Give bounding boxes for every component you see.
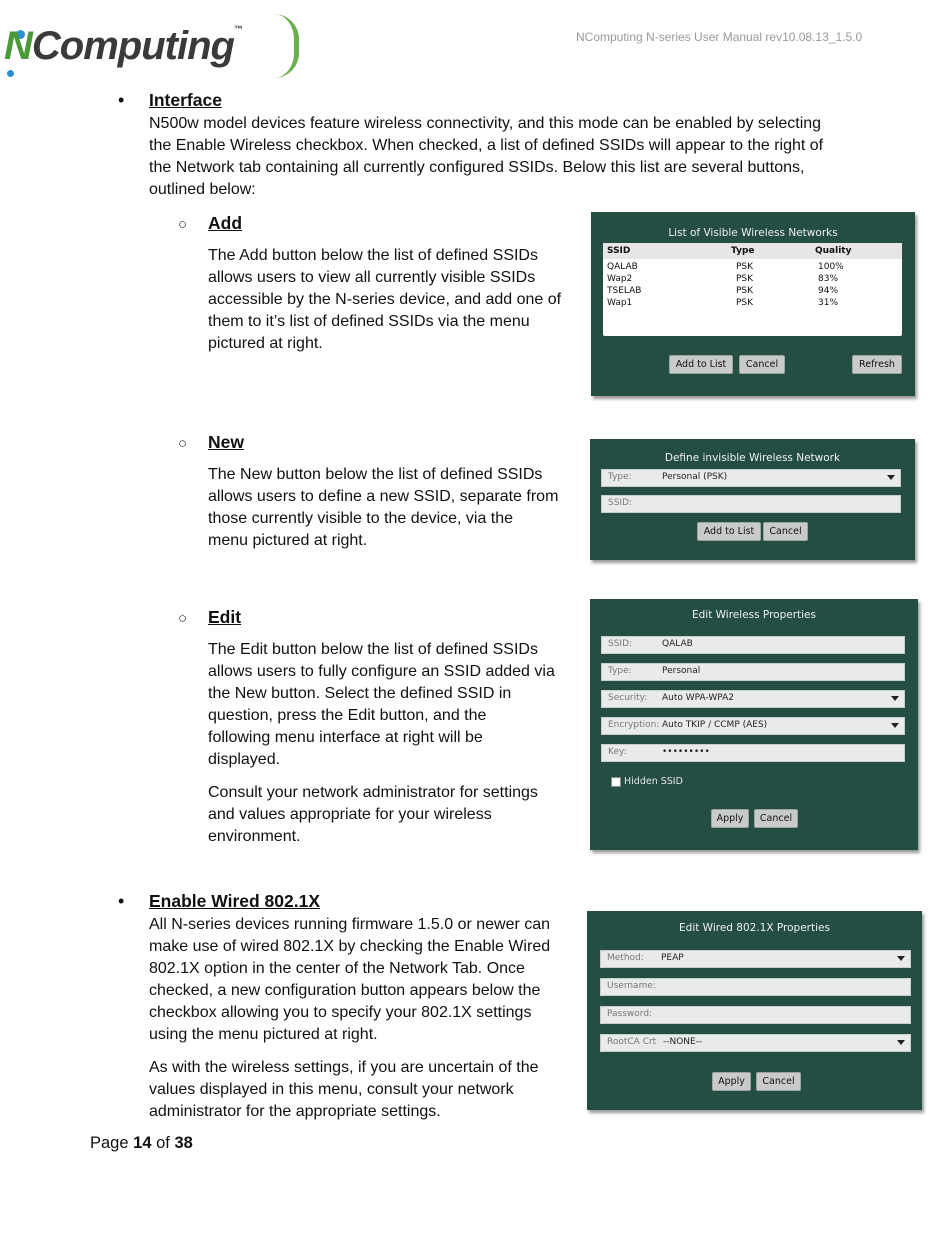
row-type: PSK <box>736 298 754 308</box>
text-line: the Enable Wireless checkbox. When checked, a list of defined SSIDs will appear to the right of <box>149 137 824 154</box>
row-quality: 94% <box>818 286 839 296</box>
page-word: Page <box>90 1134 129 1152</box>
rootca-label: RootCA Crt <box>607 1037 657 1047</box>
key-label: Key: <box>608 747 627 757</box>
ssid-label: SSID: <box>608 639 633 649</box>
ssid-list[interactable] <box>603 243 902 336</box>
method-label: Method: <box>607 953 644 963</box>
text-line: 802.1X option in the center of the Network Tab. Once <box>149 960 525 977</box>
logo-word: Computing <box>31 24 234 68</box>
text-line: allows users to define a new SSID, separate from <box>208 488 559 505</box>
text-line: question, press the Edit button, and the <box>208 707 487 724</box>
type-field <box>601 663 905 681</box>
circle-bullet-icon: ○ <box>178 610 188 627</box>
text-line: checkbox allowing you to specify your 802.1X settings <box>149 1004 532 1021</box>
hidden-ssid-label: Hidden SSID <box>624 776 683 787</box>
password-label: Password: <box>607 1009 653 1019</box>
text-line: The Add button below the list of defined SSIDs <box>208 247 538 264</box>
apply-button[interactable]: Apply <box>711 809 749 828</box>
circle-bullet-icon: ○ <box>178 435 188 452</box>
type-label: Type: <box>608 472 632 482</box>
method-select[interactable] <box>600 950 911 968</box>
type-label: Type: <box>608 666 632 676</box>
chevron-down-icon <box>891 696 899 701</box>
row-type: PSK <box>736 274 754 284</box>
text-line: accessible by the N-series device, and add one of <box>208 291 562 308</box>
text-line: checked, a new configuration button appears below the <box>149 982 541 999</box>
row-ssid: TSELAB <box>607 286 642 296</box>
new-heading: New <box>208 432 244 452</box>
type-value: Personal (PSK) <box>662 472 728 482</box>
ncomputing-logo <box>4 14 304 80</box>
add-to-list-button[interactable]: Add to List <box>669 355 733 374</box>
method-value: PEAP <box>661 953 684 963</box>
row-type: PSK <box>736 286 754 296</box>
row-quality: 83% <box>818 274 839 284</box>
security-value: Auto WPA-WPA2 <box>662 693 734 703</box>
text-line: the New button. Select the defined SSID in <box>208 685 512 702</box>
col-type: Type <box>731 246 755 256</box>
row-type: PSK <box>736 262 754 272</box>
panel-title: Define invisible Wireless Network <box>664 452 841 464</box>
page-total: 38 <box>174 1134 193 1152</box>
text-line: and values appropriate for your wireless <box>208 806 492 823</box>
interface-heading: Interface <box>149 90 222 110</box>
wired-paragraph-2 <box>149 1057 579 1123</box>
of-word: of <box>156 1134 170 1152</box>
panel-title: Edit Wired 802.1X Properties <box>679 922 830 934</box>
text-line: The Edit button below the list of defined SSIDs <box>208 641 538 658</box>
text-line: allows users to view all currently visible SSIDs <box>208 269 536 286</box>
encryption-value: Auto TKIP / CCMP (AES) <box>662 720 768 730</box>
text-line: following menu interface at right will be <box>208 729 483 746</box>
apply-button[interactable]: Apply <box>712 1072 751 1091</box>
text-line: administrator for the appropriate settings. <box>149 1103 441 1120</box>
text-line: allows users to fully configure an SSID added via <box>208 663 555 680</box>
key-input[interactable] <box>601 744 905 762</box>
text-line: values displayed in this menu, consult your network <box>149 1081 514 1098</box>
circle-bullet-icon: ○ <box>178 216 188 233</box>
text-line: The New button below the list of defined SSIDs <box>208 466 543 483</box>
bullet-icon: • <box>118 90 125 110</box>
cancel-button[interactable]: Cancel <box>763 522 808 541</box>
key-value: ••••••••• <box>662 747 710 757</box>
interface-paragraph <box>149 113 869 201</box>
col-quality: Quality <box>815 246 852 256</box>
panel-title: List of Visible Wireless Networks <box>668 227 838 239</box>
row-ssid: Wap2 <box>607 274 633 284</box>
text-line: Consult your network administrator for settings <box>208 784 538 801</box>
username-label: Username: <box>607 981 656 991</box>
username-input[interactable] <box>600 978 911 996</box>
rootca-select[interactable] <box>600 1034 911 1052</box>
add-heading: Add <box>208 213 243 233</box>
hidden-ssid-checkbox[interactable] <box>611 777 621 787</box>
page-number: 14 <box>133 1134 152 1152</box>
logo-dot-icon <box>7 70 14 77</box>
ssid-field[interactable] <box>601 636 905 654</box>
text-line: displayed. <box>208 751 281 768</box>
text-line: make use of wired 802.1X by checking the Enable Wired <box>149 938 551 955</box>
add-to-list-button[interactable]: Add to List <box>697 522 761 541</box>
rootca-value: --NONE-- <box>663 1037 703 1047</box>
text-line: outlined below: <box>149 181 256 198</box>
define-invisible-network-panel <box>590 439 915 560</box>
logo-arc-icon <box>274 14 299 78</box>
visible-networks-panel <box>591 212 915 396</box>
manual-title: NComputing N-series User Manual rev10.08.13_1.5.0 <box>576 30 863 44</box>
ssid-label: SSID: <box>608 498 633 508</box>
edit-paragraph <box>208 639 583 771</box>
security-label: Security: <box>608 693 648 703</box>
row-ssid: QALAB <box>607 262 638 272</box>
logo-tm: ™ <box>233 24 242 34</box>
ssid-value: QALAB <box>662 639 693 649</box>
ssid-input[interactable] <box>601 495 901 513</box>
row-ssid: Wap1 <box>607 298 633 308</box>
row-quality: 31% <box>818 298 839 308</box>
security-select[interactable] <box>601 690 905 708</box>
text-line: using the menu pictured at right. <box>149 1026 378 1043</box>
type-value: Personal <box>662 666 701 676</box>
edit-paragraph-2 <box>208 782 583 848</box>
bullet-icon: • <box>118 891 125 911</box>
edit-wireless-panel <box>590 599 918 850</box>
ssid-list-header <box>603 243 902 259</box>
text-line: them to it’s list of defined SSIDs via the menu <box>208 313 530 330</box>
page-footer <box>90 1134 193 1153</box>
text-line: All N-series devices running firmware 1.5.0 or newer can <box>149 916 551 933</box>
col-ssid: SSID <box>607 246 631 256</box>
add-paragraph <box>208 245 583 355</box>
logo-text: NComputing™ <box>4 24 242 68</box>
row-quality: 100% <box>818 262 844 272</box>
text-line: pictured at right. <box>208 335 323 352</box>
chevron-down-icon <box>887 475 895 480</box>
text-line: menu pictured at right. <box>208 532 368 549</box>
text-line: the Network tab containing all currently configured SSIDs. Below this list are several buttons, <box>149 159 805 176</box>
text-line: N500w model devices feature wireless connectivity, and this mode can be enabled by selecting <box>149 115 822 132</box>
text-line: As with the wireless settings, if you are uncertain of the <box>149 1059 539 1076</box>
panel-title: Edit Wireless Properties <box>691 609 816 621</box>
password-input[interactable] <box>600 1006 911 1024</box>
wired-paragraph <box>149 914 579 1046</box>
chevron-down-icon <box>891 723 899 728</box>
chevron-down-icon <box>897 956 905 961</box>
refresh-button[interactable]: Refresh <box>852 355 902 374</box>
edit-wired-panel <box>587 911 922 1110</box>
new-paragraph <box>208 464 583 552</box>
wired-heading: Enable Wired 802.1X <box>149 891 321 911</box>
encryption-label: Encryption: <box>608 720 660 730</box>
text-line: those currently visible to the device, via the <box>208 510 514 527</box>
type-select[interactable] <box>601 469 901 487</box>
edit-heading: Edit <box>208 607 242 627</box>
text-line: environment. <box>208 828 301 845</box>
chevron-down-icon <box>897 1040 905 1045</box>
cancel-button[interactable]: Cancel <box>739 355 785 374</box>
encryption-select[interactable] <box>601 717 905 735</box>
cancel-button[interactable]: Cancel <box>756 1072 801 1091</box>
cancel-button[interactable]: Cancel <box>754 809 798 828</box>
